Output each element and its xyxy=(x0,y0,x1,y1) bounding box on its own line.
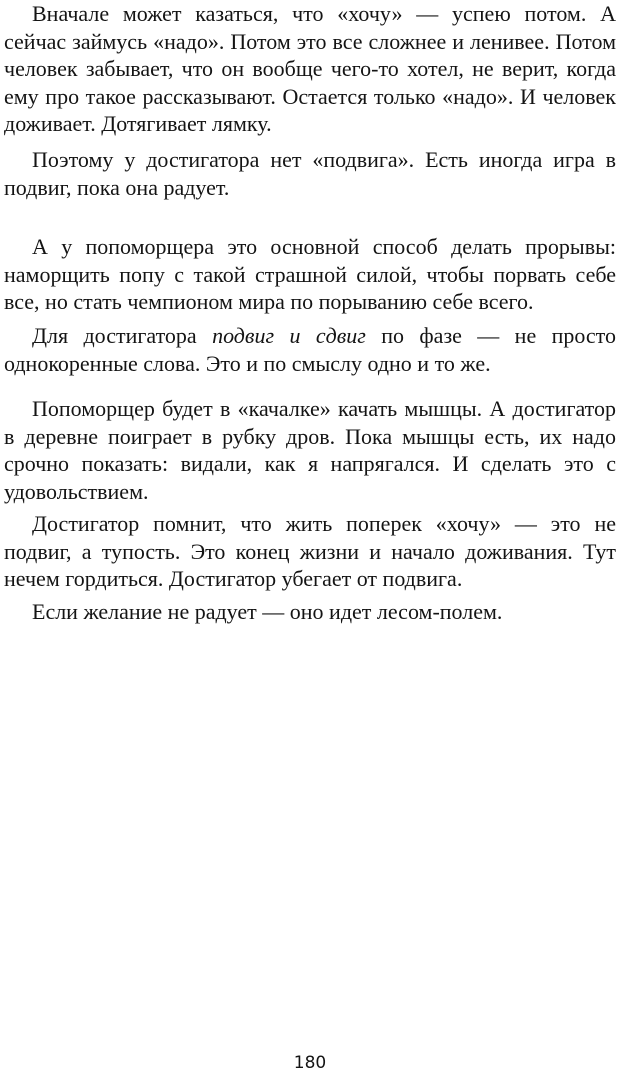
paragraph-4-text-after: по фазе — не просто однокоренные слова. Это и по смыслу одно и то же. xyxy=(4,323,617,376)
page-number: 180 xyxy=(293,1053,327,1073)
paragraph-3: А у попоморщера это основной способ делать прорывы: наморщить попу с такой страшной силой, чтобы порвать себе все, но стать чемпионом мира по порыванию себе всего. xyxy=(4,234,616,314)
paragraph-4-text-before: Для достигатора xyxy=(32,323,213,348)
paragraph-5: Попоморщер будет в «качалке» качать мышцы. А достигатор в деревне поиграет в рубку дров. Пока мышцы есть, их надо срочно показать: видали, как я напрягался. И сделать это с удовольствием. xyxy=(4,396,616,504)
paragraph-4 xyxy=(4,322,616,377)
paragraph-7: Если желание не радует — оно идет лесом-полем. xyxy=(32,599,503,624)
paragraph-4-italic-phrase: подвиг и сдвиг xyxy=(212,323,366,348)
paragraph-2: Поэтому у достигатора нет «подвига». Есть иногда игра в подвиг, пока она радует. xyxy=(4,147,616,200)
paragraph-1: Вначале может казаться, что «хочу» — успею потом. А сейчас займусь «надо». Потом это все сложнее и ленивее. Потом человек забывает, что он вообще чего-то хотел, не верит, когда ему про такое рассказывают. Остается только «надо». И человек доживает. Дотягивает лямку. xyxy=(4,1,616,136)
paragraph-6: Достигатор помнит, что жить поперек «хочу» — это не подвиг, а тупость. Это конец жизни и начало доживания. Тут нечем гордиться. Достигатор убегает от подвига. xyxy=(4,511,616,591)
